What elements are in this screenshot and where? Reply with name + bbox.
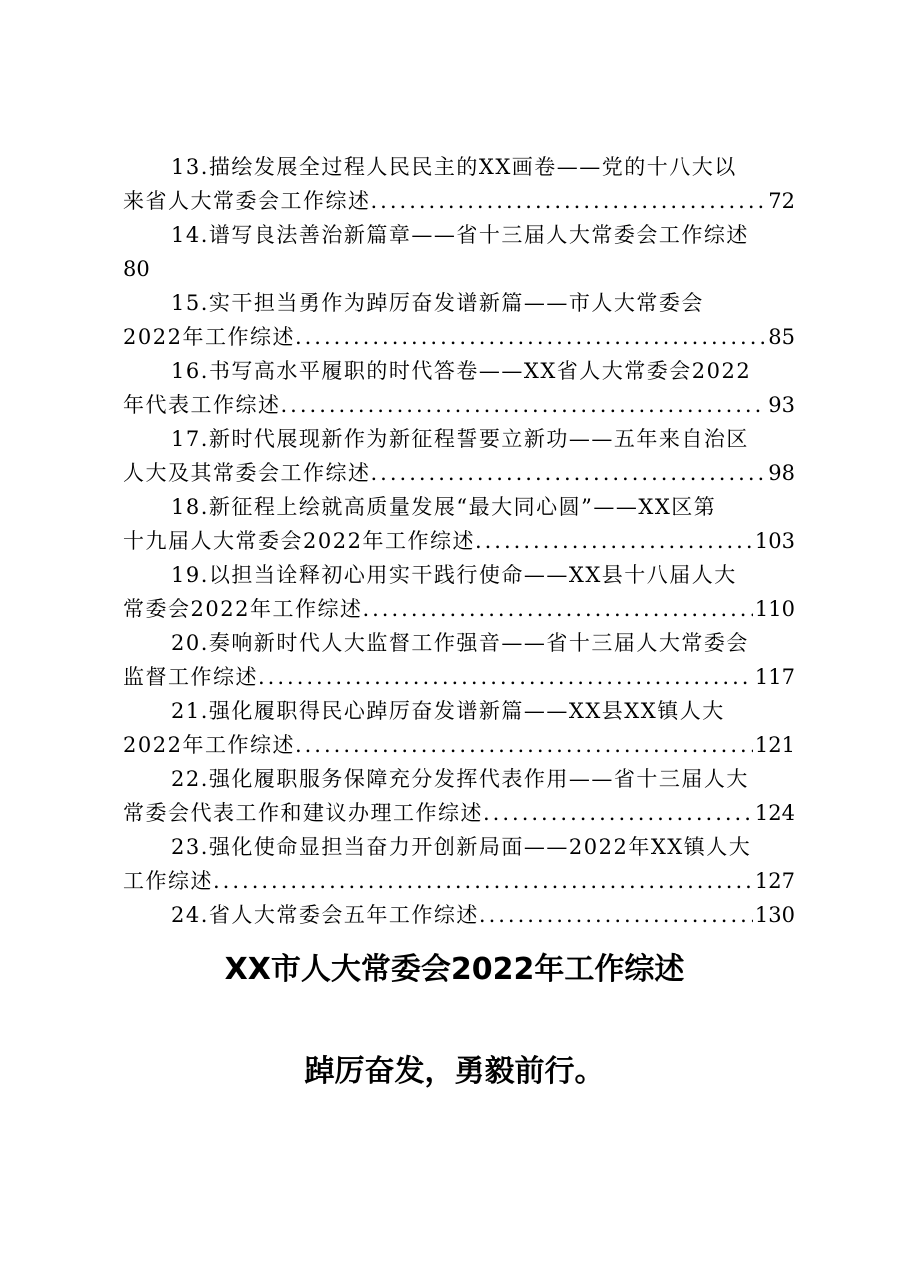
toc-page-number: 110	[754, 597, 795, 621]
toc-entry-20[interactable]	[123, 626, 795, 694]
toc-entry-title: 16.书写高水平履职的时代答卷——XX省人大常委会2022	[171, 359, 752, 383]
toc-entry-title-cont: 常委会代表工作和建议办理工作综述	[123, 801, 483, 825]
section-heading: XX市人大常委会2022年工作综述	[224, 952, 685, 987]
toc-entry-title: 21.强化履职得民心踔厉奋发谱新篇——XX县XX镇人大	[171, 699, 725, 723]
table-of-contents	[123, 150, 795, 932]
toc-page-number: 103	[754, 529, 795, 553]
toc-entry-title: 13.描绘发展全过程人民民主的XX画卷——党的十八大以	[171, 155, 737, 179]
toc-entry-19[interactable]	[123, 558, 795, 626]
toc-entry-title-cont: 十九届人大常委会2022年工作综述	[123, 529, 475, 553]
toc-entry-title-cont: 2022年工作综述	[123, 733, 295, 757]
dot-leader	[295, 728, 753, 762]
toc-page-number: 124	[754, 801, 795, 825]
toc-page-number: 117	[754, 665, 795, 689]
toc-entry-24[interactable]	[123, 898, 795, 932]
toc-page-number: 130	[754, 903, 795, 927]
toc-entry-title: 20.奏响新时代人大监督工作强音——省十三届人大常委会	[171, 631, 749, 655]
toc-page-number: 85	[768, 325, 795, 349]
toc-entry-title-cont: 监督工作综述	[123, 665, 258, 689]
toc-entry-title: 15.实干担当勇作为踔厉奋发谱新篇——市人大常委会	[171, 291, 704, 315]
toc-page-number: 121	[754, 733, 795, 757]
dot-leader	[371, 184, 767, 218]
dot-leader	[295, 320, 766, 354]
dot-leader	[371, 456, 767, 490]
toc-entry-title: 24.省人大常委会五年工作综述	[171, 903, 479, 927]
toc-page-number: 80	[123, 257, 150, 281]
dot-leader	[281, 388, 767, 422]
dot-leader	[362, 592, 752, 626]
toc-entry-18[interactable]	[123, 490, 795, 558]
toc-page-number: 98	[768, 461, 795, 485]
toc-entry-title: 23.强化使命显担当奋力开创新局面——2022年XX镇人大	[171, 835, 752, 859]
toc-page-number: 127	[754, 869, 795, 893]
toc-page-number: 93	[768, 393, 795, 417]
toc-entry-17[interactable]	[123, 422, 795, 490]
toc-entry-22[interactable]	[123, 762, 795, 830]
section-subheading: 踔厉奋发，勇毅前行。	[304, 1054, 605, 1089]
toc-entry-title-cont: 人大及其常委会工作综述	[123, 461, 371, 485]
toc-entry-title: 19.以担当诠释初心用实干践行使命——XX县十八届人大	[171, 563, 737, 587]
toc-entry-title-cont: 工作综述	[123, 869, 213, 893]
toc-page-number: 72	[768, 189, 795, 213]
toc-entry-14[interactable]	[123, 218, 795, 286]
toc-entry-title: 14.谱写良法善治新篇章——省十三届人大常委会工作综述	[171, 223, 749, 247]
toc-entry-title-cont: 来省人大常委会工作综述	[123, 189, 371, 213]
dot-leader	[213, 864, 753, 898]
toc-entry-13[interactable]	[123, 150, 795, 218]
toc-entry-21[interactable]	[123, 694, 795, 762]
dot-leader	[483, 796, 753, 830]
toc-entry-title-cont: 常委会2022年工作综述	[123, 597, 363, 621]
dot-leader	[475, 524, 753, 558]
dot-leader	[479, 898, 753, 932]
dot-leader	[258, 660, 753, 694]
toc-entry-title: 18.新征程上绘就高质量发展“最大同心圆”——XX区第	[171, 495, 717, 519]
toc-entry-15[interactable]	[123, 286, 795, 354]
toc-entry-title: 22.强化履职服务保障充分发挥代表作用——省十三届人大	[171, 767, 749, 791]
toc-entry-23[interactable]	[123, 830, 795, 898]
toc-entry-title-cont: 2022年工作综述	[123, 325, 295, 349]
toc-entry-title: 17.新时代展现新作为新征程誓要立新功——五年来自治区	[171, 427, 749, 451]
toc-entry-title-cont: 年代表工作综述	[123, 393, 281, 417]
toc-entry-16[interactable]	[123, 354, 795, 422]
